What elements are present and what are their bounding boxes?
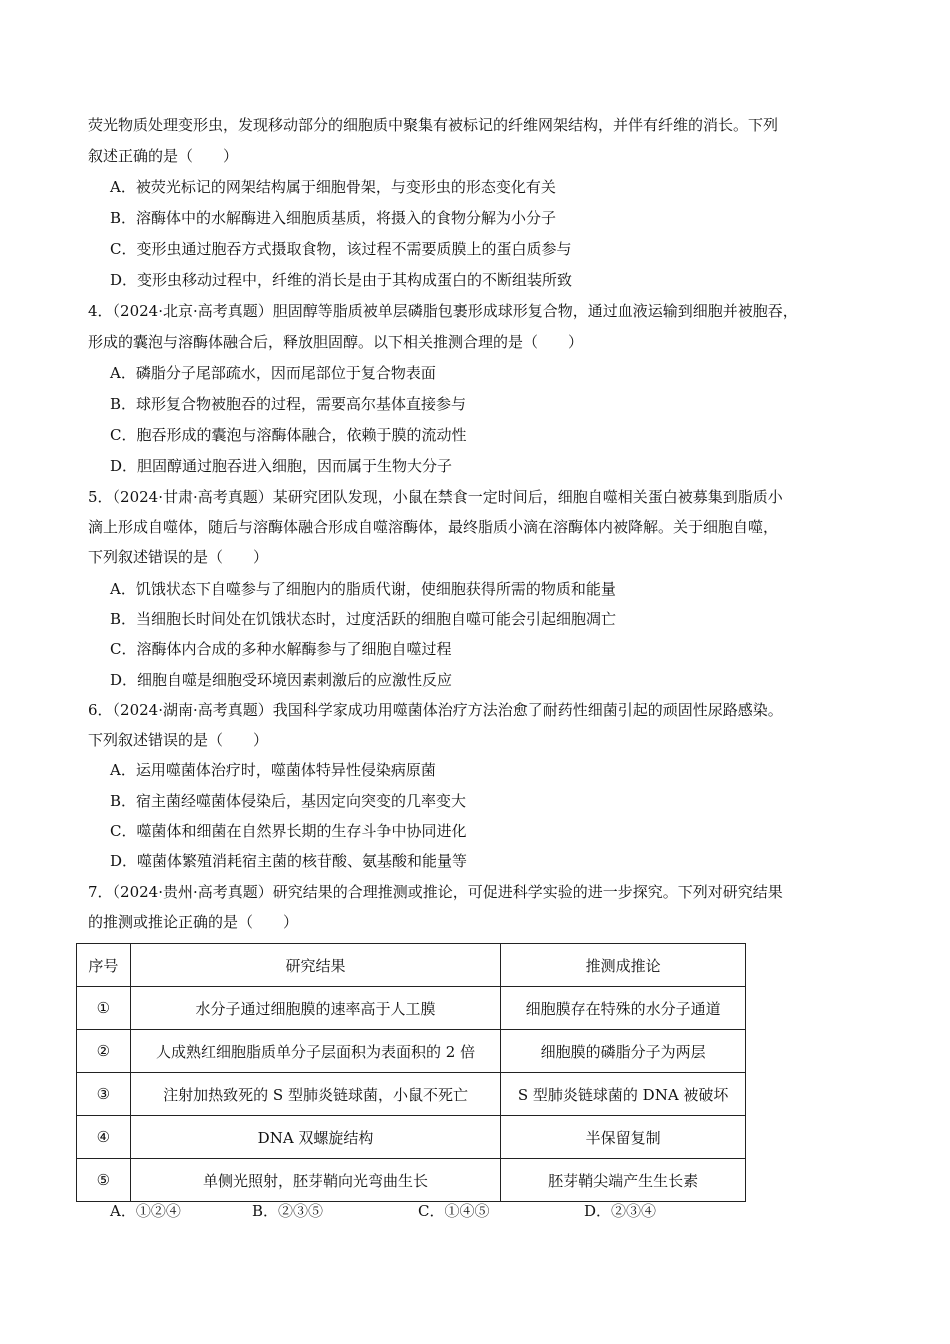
row-result: 单侧光照射，胚芽鞘向光弯曲生长: [130, 1159, 500, 1202]
table-row: [77, 1073, 746, 1116]
q6-stem-line-2: 下列叙述错误的是（ ）: [88, 731, 269, 749]
table-row: [77, 987, 746, 1030]
row-inference: S 型肺炎链球菌的 DNA 被破坏: [501, 1073, 746, 1116]
table-row: [77, 1030, 746, 1073]
row-index: ⑤: [77, 1159, 131, 1202]
q3-stem-line-2: 叙述正确的是（ ）: [88, 147, 239, 165]
row-result: 注射加热致死的 S 型肺炎链球菌，小鼠不死亡: [130, 1073, 500, 1116]
q4-stem-line-1: 4．（2024·北京·高考真题）胆固醇等脂质被单层磷脂包裹形成球形复合物，通过血液运输到细胞并被胞吞，: [88, 302, 798, 320]
q3-option-b: B．溶酶体中的水解酶进入细胞质基质，将摄入的食物分解为小分子: [110, 209, 557, 227]
q7-results-table: [76, 943, 746, 1202]
q6-option-a: A．运用噬菌体治疗时，噬菌体特异性侵染病原菌: [110, 761, 436, 779]
row-result: 人成熟红细胞脂质单分子层面积为表面积的 2 倍: [130, 1030, 500, 1073]
row-index: ③: [77, 1073, 131, 1116]
q5-option-b: B．当细胞长时间处在饥饿状态时，过度活跃的细胞自噬可能会引起细胞凋亡: [110, 610, 617, 628]
q4-option-a: A．磷脂分子尾部疏水，因而尾部位于复合物表面: [110, 364, 436, 382]
q5-stem-line-3: 下列叙述错误的是（ ）: [88, 548, 269, 566]
q5-stem-line-2: 滴上形成自噬体，随后与溶酶体融合形成自噬溶酶体，最终脂质小滴在溶酶体内被降解。关于细胞自噬，: [88, 518, 779, 536]
q3-option-c: C．变形虫通过胞吞方式摄取食物，该过程不需要质膜上的蛋白质参与: [110, 240, 572, 258]
q5-option-a: A．饥饿状态下自噬参与了细胞内的脂质代谢，使细胞获得所需的物质和能量: [110, 580, 616, 598]
q3-option-a: A．被荧光标记的网架结构属于细胞骨架，与变形虫的形态变化有关: [110, 178, 556, 196]
q3-stem-line-1: 荧光物质处理变形虫，发现移动部分的细胞质中聚集有被标记的纤维网架结构，并伴有纤维的消长。下列: [88, 116, 779, 134]
row-inference: 半保留复制: [501, 1116, 746, 1159]
q5-stem-line-1: 5．（2024·甘肃·高考真题）某研究团队发现，小鼠在禁食一定时间后，细胞自噬相关蛋白被募集到脂质小: [88, 488, 783, 506]
q4-stem-line-2: 形成的囊泡与溶酶体融合后，释放胆固醇。以下相关推测合理的是（ ）: [88, 333, 584, 351]
q4-option-d: D．胆固醇通过胞吞进入细胞，因而属于生物大分子: [110, 457, 453, 475]
row-index: ②: [77, 1030, 131, 1073]
q5-option-d: D．细胞自噬是细胞受环境因素刺激后的应激性反应: [110, 671, 453, 689]
header-index: 序号: [77, 944, 131, 987]
header-result: 研究结果: [130, 944, 500, 987]
q3-option-d: D．变形虫移动过程中，纤维的消长是由于其构成蛋白的不断组装所致: [110, 271, 573, 289]
q7-answer-d: D．②③④: [584, 1202, 657, 1220]
table-header-row: [77, 944, 746, 987]
row-result: 水分子通过细胞膜的速率高于人工膜: [130, 987, 500, 1030]
row-result: DNA 双螺旋结构: [130, 1116, 500, 1159]
table-row: [77, 1116, 746, 1159]
row-inference: 细胞膜的磷脂分子为两层: [501, 1030, 746, 1073]
q6-option-c: C．噬菌体和细菌在自然界长期的生存斗争中协同进化: [110, 822, 467, 840]
q7-answer-a: A．①②④: [110, 1202, 181, 1220]
row-index: ④: [77, 1116, 131, 1159]
q6-stem-line-1: 6．（2024·湖南·高考真题）我国科学家成功用噬菌体治疗方法治愈了耐药性细菌引起的顽固性尿路感染。: [88, 701, 783, 719]
table-row: [77, 1159, 746, 1202]
q7-stem-line-1: 7．（2024·贵州·高考真题）研究结果的合理推测或推论，可促进科学实验的进一步探究。下列对研究结果: [88, 883, 783, 901]
row-inference: 胚芽鞘尖端产生生长素: [501, 1159, 746, 1202]
q6-option-b: B．宿主菌经噬菌体侵染后，基因定向突变的几率变大: [110, 792, 467, 810]
q7-answer-c: C．①④⑤: [418, 1202, 490, 1220]
q7-answer-b: B．②③⑤: [252, 1202, 324, 1220]
row-index: ①: [77, 987, 131, 1030]
q4-option-c: C．胞吞形成的囊泡与溶酶体融合，依赖于膜的流动性: [110, 426, 467, 444]
header-inference: 推测成推论: [501, 944, 746, 987]
q6-option-d: D．噬菌体繁殖消耗宿主菌的核苷酸、氨基酸和能量等: [110, 852, 468, 870]
row-inference: 细胞膜存在特殊的水分子通道: [501, 987, 746, 1030]
q4-option-b: B．球形复合物被胞吞的过程，需要高尔基体直接参与: [110, 395, 467, 413]
q7-stem-line-2: 的推测或推论正确的是（ ）: [88, 913, 299, 931]
q5-option-c: C．溶酶体内合成的多种水解酶参与了细胞自噬过程: [110, 640, 452, 658]
